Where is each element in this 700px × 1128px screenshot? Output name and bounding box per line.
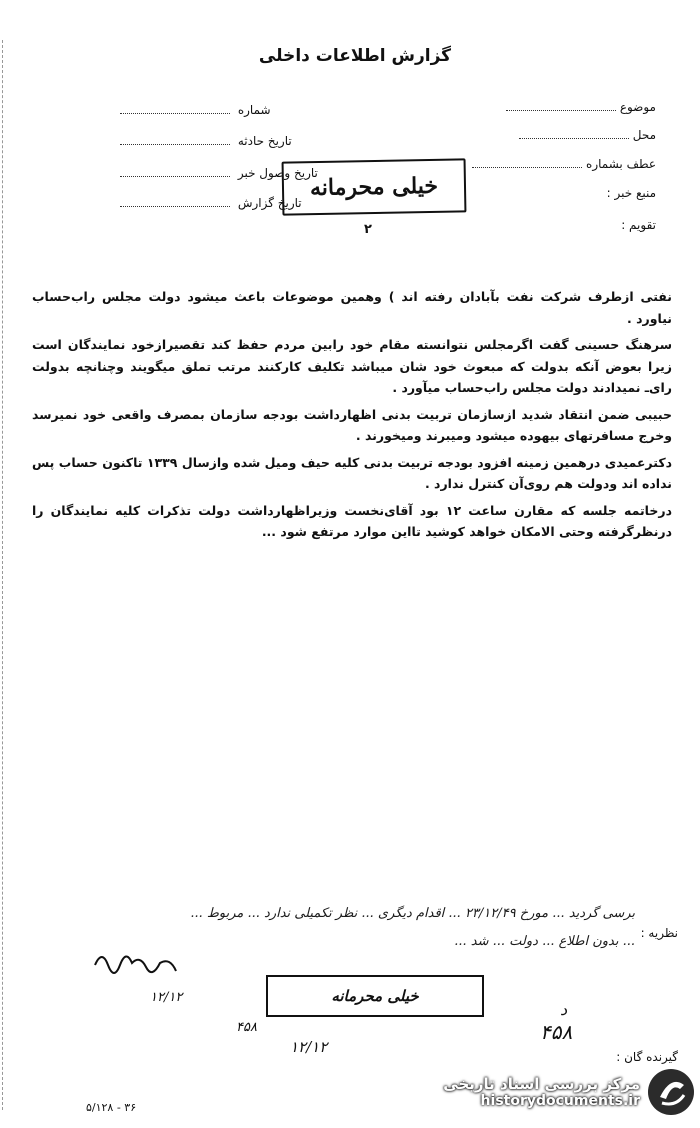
footer-code: ۵/۱۲۸ - ۳۶ [86, 1101, 137, 1114]
field-reference: عطف بشماره [472, 157, 656, 171]
archive-logo-icon [646, 1067, 696, 1117]
doc-ref-small: ۴۵۸ [236, 1020, 257, 1035]
paragraph: درخاتمه جلسه که مقارن ساعت ۱۲ بود آقای‌نخست وزیراظهارداشت دولت تذکرات کلیه نمایندگان را درنظرگرفته وحتی الامکان خواهد کوشید تااین موارد مرتفع شود ... [32, 502, 672, 539]
field-report-date: تاریخ گزارش [120, 196, 302, 210]
scan-edge [2, 40, 4, 1110]
field-incident-date: تاریخ حادثه [120, 134, 292, 148]
field-place: محل [519, 128, 656, 142]
paragraph: حبیبی ضمن انتقاد شدید ازسازمان تربیت بدنی اظهارداشت بودجه سازمان بمصرف واقعی خود نمیرسد وخرج مسافرتهای بیهوده میشود ومیبرند ومیخورند . [32, 406, 672, 443]
receivers-label: گیرنده گان : [616, 1050, 678, 1064]
document-title: گزارش اطلاعات داخلی [258, 46, 452, 66]
paragraph: سرهنگ حسینی گفت اگرمجلس نتوانسته مقام خود رابین مردم حفظ کند تقصیرازخود نمایندگان است زیرا بعوض آنکه بدولت که مبعوث خود شان میباشد تکلیف کارکنند مرتب تملق میگویند وچنانچه بدولت رای‌ـ نمیدادند دولت مجلس راب‌حساب میآورد . [32, 337, 672, 395]
doc-ref: ۴۵۸ [540, 1020, 573, 1044]
handwritten-line: برسی گردید ... مورخ ۲۳/۱۲/۴۹ ... اقدام دیگری ... نظر تکمیلی ندارد ... مربوط ... [190, 906, 635, 921]
field-source: منبع خبر : [606, 186, 656, 200]
field-number: شماره [120, 103, 271, 117]
paragraph: دکترعمیدی درهمین زمینه افزود بودجه تربیت بدنی کلیه حیف ومیل شده وازسال ۱۳۳۹ تاکنون حساب پس نداده اند ودولت هم روی‌آن کنترل ندارد . [32, 454, 672, 491]
field-assessment: تقویم : [621, 218, 656, 232]
opinion-label: نظریه : [640, 926, 678, 940]
report-body [32, 286, 672, 548]
doc-ref-prefix: د [560, 1000, 568, 1019]
second-stamp: خیلی محرمانه [266, 975, 484, 1017]
signature-squiggle [90, 945, 180, 985]
bottom-date: ۱۲/۱۲ [290, 1038, 328, 1056]
handwritten-line: ... بدون اطلاع ... دولت ... شد ... [454, 934, 635, 949]
page-number: ۲ [364, 222, 372, 237]
field-subject: موضوع [506, 100, 656, 114]
watermark-title: مرکز بررسی اسناد تاریخی [443, 1075, 640, 1093]
classification-stamp: خیلی محرمانه [282, 158, 467, 215]
paragraph: نفتی ازطرف شرکت نفت بآبادان رفته اند ) وهمین موضوعات باعث میشود دولت مجلس راب‌حساب نیاورد . [32, 289, 672, 326]
handwritten-date: ۱۲/۱۲ [150, 990, 183, 1005]
watermark [408, 1062, 696, 1122]
watermark-site: historydocuments.ir [480, 1093, 640, 1109]
field-news-date: تاریخ وصول خبر [120, 166, 318, 180]
